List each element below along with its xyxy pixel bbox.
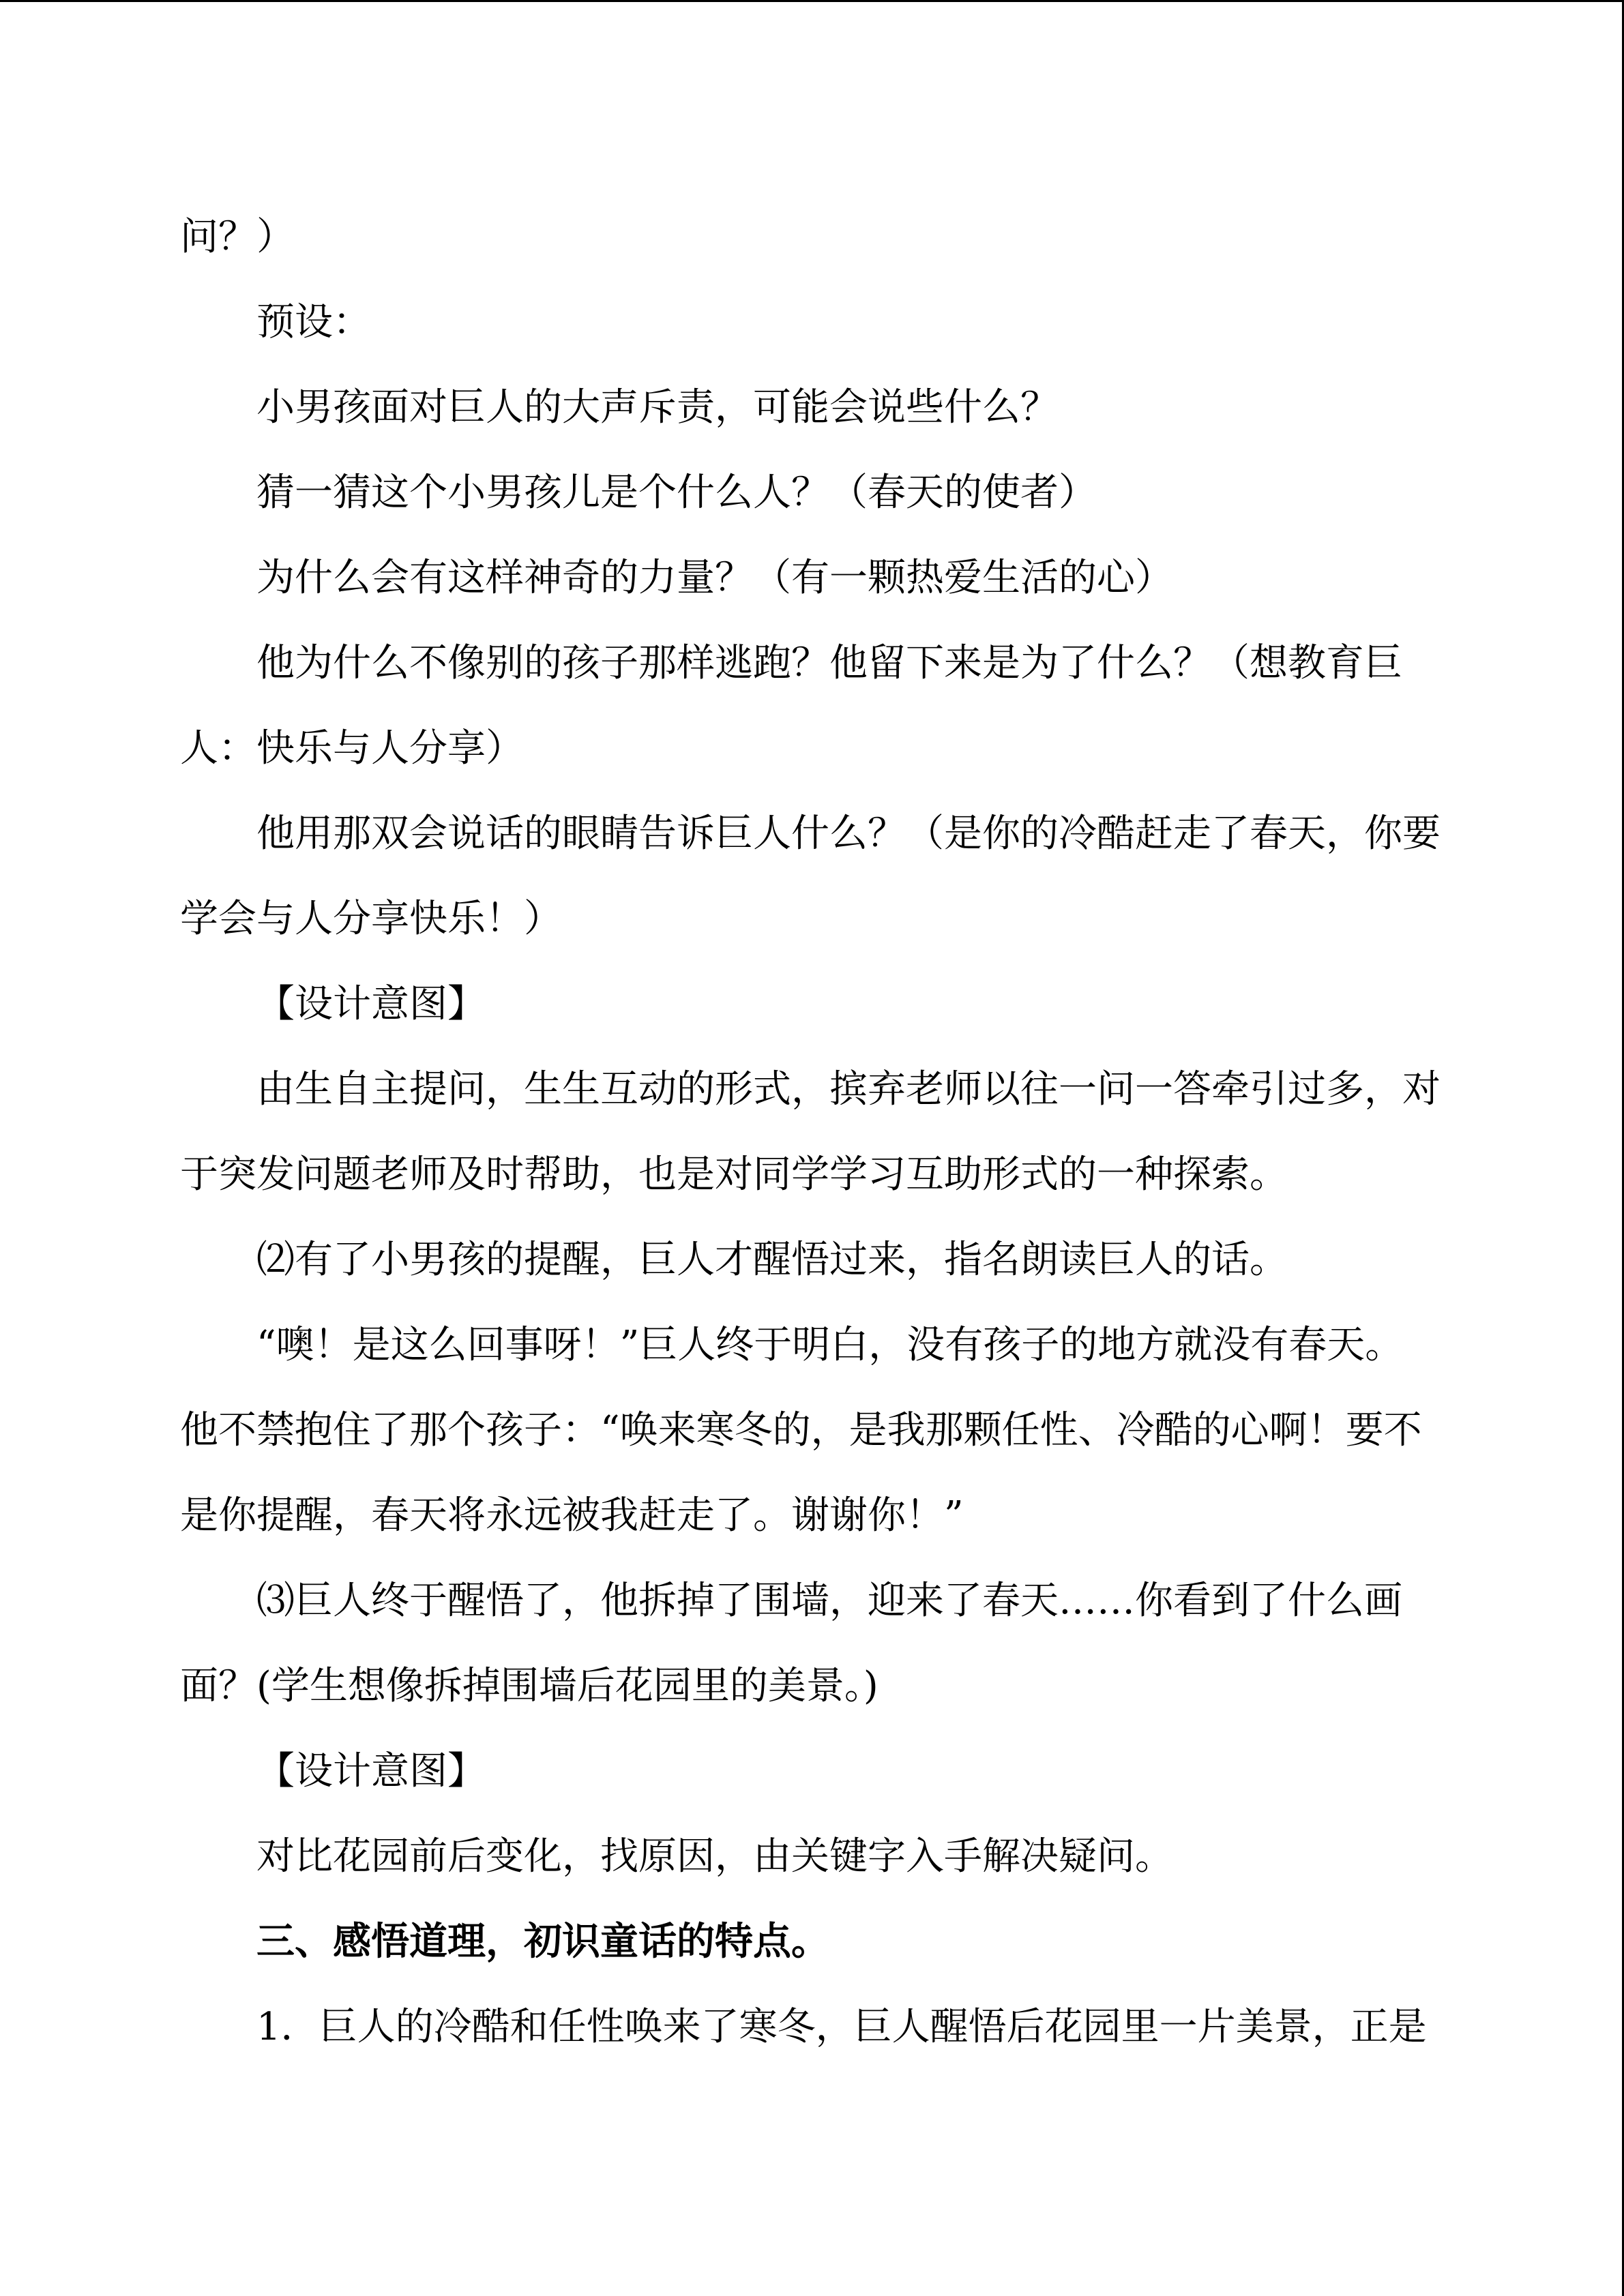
text-line: 面？(学生想像拆掉围墙后花园里的美景。) bbox=[180, 1664, 879, 1708]
text-line: 他不禁抱住了那个孩子：“唤来寒冬的，是我那颗任性、冷酷的心啊！要不 bbox=[180, 1408, 1422, 1452]
section-heading: 三、感悟道理，初识童话的特点。 bbox=[256, 1919, 829, 1964]
text-line: 学会与人分享快乐！） bbox=[180, 897, 562, 941]
document-body bbox=[180, 194, 1544, 2070]
design-intent-label: 【设计意图】 bbox=[256, 1749, 486, 1793]
text-line: 1．巨人的冷酷和任性唤来了寒冬，巨人醒悟后花园里一片美景，正是 bbox=[256, 2005, 1427, 2049]
text-line: 问？） bbox=[180, 215, 295, 259]
text-line: 猜一猜这个小男孩儿是个什么人？（春天的使者） bbox=[256, 471, 1097, 515]
text-line: 他为什么不像别的孩子那样逃跑？他留下来是为了什么？（想教育巨 bbox=[256, 641, 1402, 685]
text-line: ⑵有了小男孩的提醒，巨人才醒悟过来，指名朗读巨人的话。 bbox=[256, 1238, 1288, 1282]
preset-label: 预设： bbox=[256, 300, 371, 344]
text-line: 对比花园前后变化，找原因，由关键字入手解决疑问。 bbox=[256, 1834, 1173, 1879]
text-line: 小男孩面对巨人的大声斥责，可能会说些什么？ bbox=[256, 385, 1059, 430]
text-line: 是你提醒，春天将永远被我赶走了。谢谢你！” bbox=[180, 1493, 964, 1538]
design-intent-label: 【设计意图】 bbox=[256, 982, 486, 1026]
text-line: 他用那双会说话的眼睛告诉巨人什么？（是你的冷酷赶走了春天，你要 bbox=[256, 811, 1441, 856]
text-line: 为什么会有这样神奇的力量？（有一颗热爱生活的心） bbox=[256, 556, 1173, 600]
text-line: 由生自主提问，生生互动的形式，摈弃老师以往一问一答牵引过多，对 bbox=[256, 1067, 1441, 1112]
text-line: ⑶巨人终于醒悟了，他拆掉了围墙，迎来了春天……你看到了什么画 bbox=[256, 1579, 1402, 1623]
text-line: “噢！是这么回事呀！”巨人终于明白，没有孩子的地方就没有春天。 bbox=[256, 1323, 1404, 1367]
text-line: 人：快乐与人分享） bbox=[180, 726, 524, 771]
text-line: 于突发问题老师及时帮助，也是对同学学习互助形式的一种探索。 bbox=[180, 1152, 1288, 1197]
